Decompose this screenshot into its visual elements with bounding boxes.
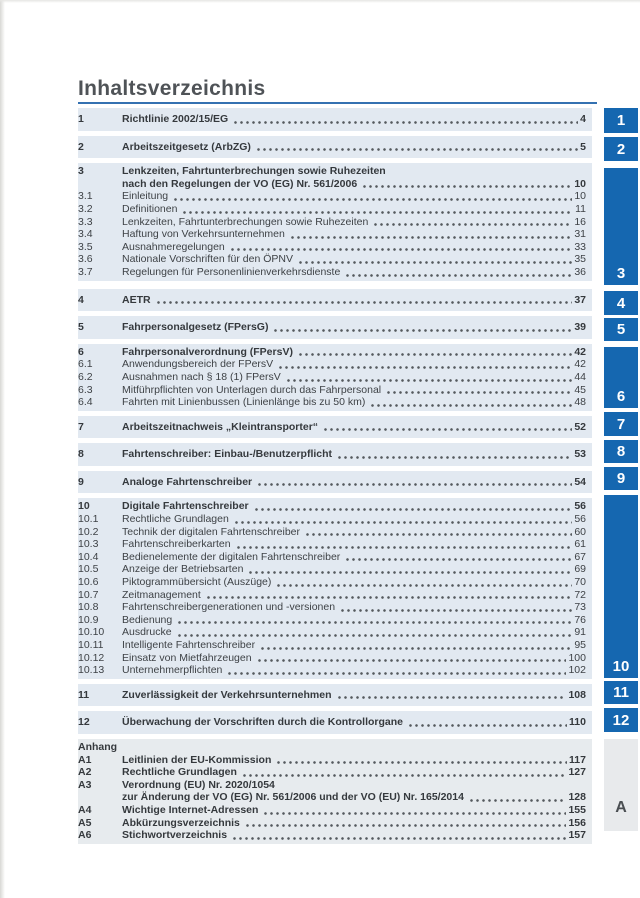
toc-entry [78,294,586,307]
toc-entry [78,203,586,216]
thumb-tab-1: 1 [604,108,638,133]
dot-leader [306,533,572,536]
entry-page: 76 [574,613,586,626]
entry-number: 10.1 [78,513,99,526]
toc-entry [78,804,586,817]
entry-title: Nationale Vorschriften für den ÖPNV [122,253,294,266]
scan-edge-shadow-top [0,0,640,3]
thumb-tab-10: 10 [604,495,638,678]
toc-entry [78,190,586,203]
dot-leader [237,546,573,549]
toc-entry [78,384,586,397]
toc-band [78,416,592,439]
entry-title: Richtlinie 2002/15/EG [122,113,229,125]
dot-leader [299,353,572,356]
dot-leader [174,198,572,201]
entry-page: 127 [568,766,586,779]
entry-page: 61 [574,538,586,551]
dot-leader [346,558,572,561]
entry-number: 12 [78,716,90,729]
entry-number: 10.4 [78,550,99,563]
entry-page: 117 [569,753,586,766]
dot-leader [228,672,566,675]
page-title: Inhaltsverzeichnis [78,77,266,100]
entry-title: Arbeitszeitnachweis „Kleintransporter“ [122,420,319,433]
dot-leader [409,724,567,727]
entry-title: Ausdrucke [122,626,172,639]
entry-title: Fahrpersonalgesetz (FPersG) [122,321,269,334]
entry-title: AETR [122,293,151,306]
toc-entry [78,716,586,729]
entry-title: Leitlinien der EU-Kommission [122,753,272,766]
entry-title: Fahrtenschreiberkarten [122,538,231,551]
entry-number: 11 [78,688,90,701]
toc-entry-continuation [78,178,586,191]
entry-number: 6 [78,345,84,358]
entry-page: 4 [580,113,586,125]
toc-entry [78,513,586,526]
entry-number: 3.4 [78,228,93,241]
entry-title: Digitale Fahrtenschreiber [122,500,249,513]
dot-leader [279,366,572,369]
entry-number: 3.5 [78,240,93,253]
entry-number: 10.12 [78,651,105,664]
toc-band [78,108,592,131]
thumb-tab-6: 6 [604,347,638,408]
toc-entry [78,266,586,279]
entry-page: 54 [574,475,586,488]
entry-page: 11 [575,202,586,215]
toc-entry [78,614,586,627]
entry-title: Wichtige Internet-Adressen [122,803,259,816]
entry-number: 9 [78,475,84,488]
toc-entry [78,589,586,602]
entry-number: 10.9 [78,613,99,626]
dot-leader [324,428,572,431]
entry-number: 3.7 [78,265,93,278]
toc-entry-continuation [78,791,586,804]
entry-title: Regelungen für Personenlinienverkehrsdienste [122,265,341,278]
toc-entry [78,779,586,792]
toc-entry [78,321,586,334]
toc-band [78,498,592,678]
toc-band [78,471,592,494]
entry-number: A2 [78,766,92,779]
entry-title-line2: nach den Regelungen der VO (EG) Nr. 561/2006 [122,177,358,190]
entry-title-line2: zur Änderung der VO (EG) Nr. 561/2006 und der VO (EU) Nr. 165/2014 [122,791,464,804]
entry-page: 39 [574,321,586,334]
annex-heading [78,741,586,754]
entry-page: 36 [574,265,586,278]
toc-entry [78,241,586,254]
entry-number: 10.7 [78,588,99,601]
toc-entry [78,766,586,779]
dot-leader [387,391,572,394]
toc-entry [78,421,586,434]
entry-title: Rechtliche Grundlagen [122,766,237,779]
entry-page: 10 [574,177,586,190]
entry-title: Fahrtenschreiber: Einbau-/Benutzerpflicht [122,448,333,461]
entry-number: A6 [78,829,92,842]
entry-page: 60 [574,525,586,538]
entry-number: 6.2 [78,370,93,383]
toc-band [78,316,592,339]
dot-leader [287,379,573,382]
entry-page: 52 [574,420,586,433]
entry-page: 128 [568,791,586,804]
dot-leader [231,248,573,251]
entry-page: 73 [574,601,586,614]
entry-number: 6.3 [78,383,93,396]
dot-leader [258,483,572,486]
dot-leader [178,634,573,637]
entry-number: 10.13 [78,664,105,677]
entry-number: 3.2 [78,202,93,215]
entry-title: Anwendungsbereich der FPersV [122,358,274,371]
dot-leader [264,812,566,815]
dot-leader [178,621,572,624]
entry-title: Rechtliche Grundlagen [122,513,229,526]
entry-title: Lenkzeiten, Fahrtunterbrechungen sowie Ruhezeiten [122,215,369,228]
toc-entry [78,538,586,551]
toc-entry [78,500,586,513]
toc-band [78,684,592,707]
entry-number: 10.3 [78,538,99,551]
entry-title: Anzeige der Betriebsarten [122,563,244,576]
entry-number: 10.6 [78,576,99,589]
toc-band [78,711,592,734]
entry-page: 56 [574,513,586,526]
entry-page: 157 [568,829,586,842]
annex-heading-label: Anhang [78,740,118,753]
entry-number: 10.8 [78,601,99,614]
entry-page: 31 [574,228,586,241]
thumb-tab-annex: A [604,739,638,831]
toc-entry [78,829,586,842]
entry-title: Einleitung [122,190,169,203]
entry-number: 10.5 [78,563,99,576]
thumb-tab-7: 7 [604,412,638,436]
title-underline-rule [78,102,597,104]
entry-title: Lenkzeiten, Fahrtunterbrechungen sowie Ruhezeiten [122,165,386,178]
dot-leader [374,223,572,226]
thumb-tab-4: 4 [604,291,638,315]
entry-number: 10.11 [78,639,104,651]
entry-title: Einsatz von Mietfahrzeugen [122,651,252,664]
entry-title: Stichwortverzeichnis [122,829,228,842]
dot-leader [157,301,573,304]
dot-leader [338,696,567,699]
entry-page: 53 [574,448,586,461]
dot-leader [274,329,572,332]
dot-leader [183,211,573,214]
toc-entry [78,576,586,589]
entry-page: 42 [574,358,586,371]
dot-leader [233,837,566,840]
entry-title: Haftung von Verkehrsunternehmen [122,228,285,241]
entry-number: A3 [78,778,92,791]
scan-edge-shadow-left [0,0,5,898]
entry-title: Zuverlässigkeit der Verkehrsunternehmen [122,688,332,701]
thumb-tab-3: 3 [604,168,638,285]
toc-band [78,739,592,844]
dot-leader [258,659,567,662]
entry-title: Ausnahmeregelungen [122,240,225,253]
entry-number: 6.1 [78,358,93,371]
entry-page: 155 [568,803,586,816]
dot-leader [257,148,578,151]
toc-entry [78,141,586,154]
toc-entry [78,563,586,576]
entry-title: Analoge Fahrtenschreiber [122,475,253,488]
toc-entry [78,165,586,178]
entry-page: 110 [569,716,586,729]
toc-entry [78,448,586,461]
entry-page: 48 [574,396,586,409]
entry-page: 91 [574,626,586,639]
entry-title: Fahrten mit Linienbussen (Linienlänge bis zu 50 km) [122,396,366,409]
dot-leader [277,761,567,764]
entry-page: 44 [574,370,586,383]
entry-title: Fahrpersonalverordnung (FPersV) [122,345,293,358]
entry-number: 2 [78,140,84,153]
entry-title: Abkürzungsverzeichnis [122,816,240,829]
entry-title: Bedienung [122,613,173,626]
dot-leader [249,571,572,574]
entry-number: 5 [78,321,84,334]
toc-band [78,344,592,411]
entry-number: 10.2 [78,525,99,538]
toc-entry [78,113,586,126]
thumb-tab-11: 11 [604,681,638,704]
toc-entry [78,216,586,229]
toc-band [78,289,592,312]
entry-page: 56 [574,500,586,513]
entry-title: Fahrtenschreibergenerationen und -versionen [122,601,336,614]
entry-title: Intelligente Fahrtenschreiber [122,639,256,651]
thumb-tab-5: 5 [604,318,638,341]
entry-page: 67 [574,550,586,563]
entry-page: 108 [568,688,586,701]
dot-leader [246,824,567,827]
entry-page: 10 [574,190,586,203]
toc [78,108,592,849]
entry-number: 8 [78,448,84,461]
toc-entry [78,626,586,639]
dot-leader [346,274,572,277]
entry-number: A1 [78,753,92,766]
dot-leader [235,521,572,524]
toc-entry [78,601,586,614]
toc-band [78,163,592,280]
dot-leader [243,774,567,777]
toc-entry [78,639,586,652]
entry-page: 35 [574,253,586,266]
entry-title: Definitionen [122,202,178,215]
toc-entry [78,689,586,702]
entry-title: Überwachung der Vorschriften durch die Kontrollorgane [122,716,404,729]
entry-page: 70 [574,576,586,589]
toc-entry [78,253,586,266]
dot-leader [470,799,567,802]
entry-number: 3 [78,165,84,178]
thumb-tab-9: 9 [604,467,638,490]
dot-leader [277,584,572,587]
toc-entry [78,551,586,564]
toc-entry [78,358,586,371]
entry-title: Technik der digitalen Fahrtenschreiber [122,525,301,538]
entry-page: 102 [568,664,586,677]
dot-leader [299,261,572,264]
dot-leader [371,404,572,407]
toc-entry [78,396,586,409]
dot-leader [207,596,573,599]
dot-leader [255,508,573,511]
toc-entry [78,228,586,241]
entry-title: Verordnung (EU) Nr. 2020/1054 [122,778,275,791]
entry-number: 6.4 [78,396,93,409]
entry-page: 69 [574,563,586,576]
toc-entry [78,526,586,539]
entry-number: 10.10 [78,626,105,639]
dot-leader [291,236,572,239]
toc-entry [78,652,586,665]
entry-number: 3.3 [78,215,93,228]
entry-title: Mitführpflichten von Unterlagen durch das Fahrpersonal [122,383,382,396]
entry-page: 156 [568,816,586,829]
entry-page: 33 [574,240,586,253]
entry-title: Unternehmerpflichten [122,664,223,677]
entry-number: A5 [78,816,92,829]
entry-page: 95 [574,639,586,651]
entry-number: A4 [78,803,92,816]
toc-entry [78,371,586,384]
toc-entry [78,754,586,767]
entry-number: 1 [78,113,84,125]
dot-leader [234,121,578,124]
entry-number: 7 [78,420,84,433]
entry-page: 16 [574,215,586,228]
toc-band [78,443,592,466]
toc-entry [78,817,586,830]
entry-page: 42 [574,345,586,358]
dot-leader [363,185,572,188]
toc-entry [78,664,586,677]
toc-band [78,136,592,159]
thumb-tab-8: 8 [604,440,638,463]
entry-title: Piktogrammübersicht (Auszüge) [122,576,272,589]
dot-leader [341,609,572,612]
entry-number: 3.1 [78,190,93,203]
entry-page: 72 [574,588,586,601]
entry-title: Arbeitszeitgesetz (ArbZG) [122,140,251,153]
dot-leader [261,647,572,650]
dot-leader [338,456,572,459]
entry-title: Bedienelemente der digitalen Fahrtenschreiber [122,550,341,563]
entry-page: 37 [574,293,586,306]
entry-page: 45 [574,383,586,396]
entry-page: 5 [580,140,586,153]
thumb-tab-12: 12 [604,708,638,732]
toc-entry [78,346,586,359]
entry-title: Zeitmanagement [122,588,201,601]
entry-number: 4 [78,293,84,306]
toc-entry [78,476,586,489]
entry-number: 3.6 [78,253,93,266]
entry-number: 10 [78,500,90,513]
thumb-tab-2: 2 [604,137,638,161]
entry-title: Ausnahmen nach § 18 (1) FPersV [122,370,281,383]
entry-page: 100 [568,651,586,664]
